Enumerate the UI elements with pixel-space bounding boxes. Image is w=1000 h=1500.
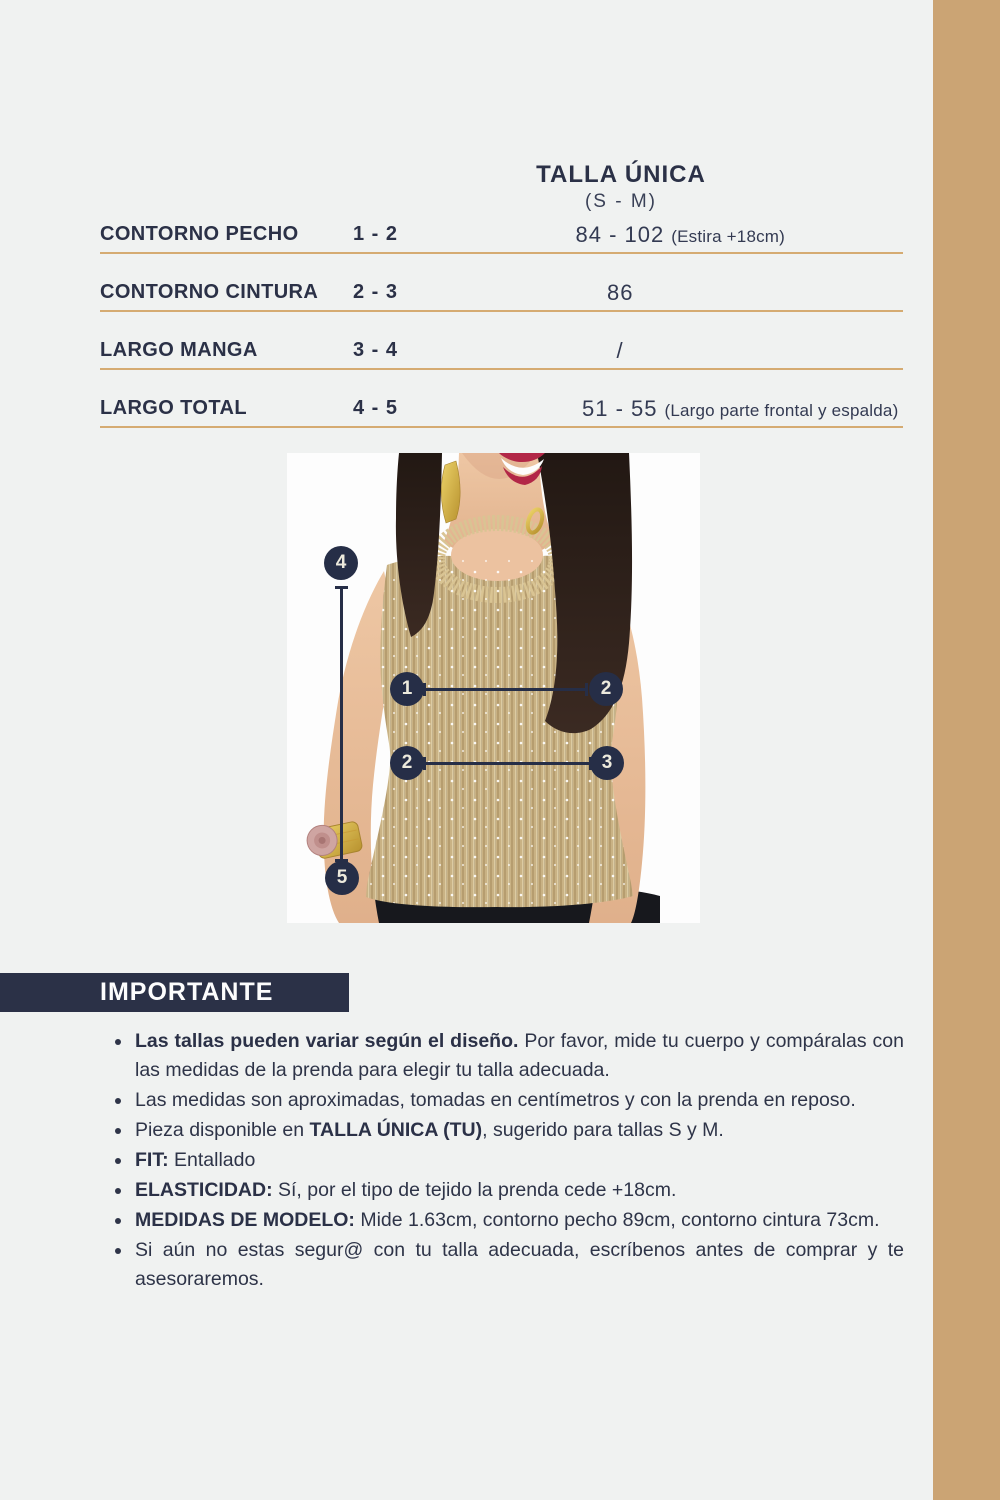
right-accent-stripe (933, 0, 1000, 1500)
table-row-contorno-pecho (100, 218, 903, 254)
marker-1: 1 (390, 672, 424, 706)
row-label: CONTORNO PECHO (100, 223, 299, 245)
row-value-main: 84 - 102 (575, 222, 665, 247)
chest-line-right-cap (585, 683, 588, 696)
important-banner (0, 973, 349, 1012)
row-value-main: 86 (607, 280, 634, 305)
length-measure-line (340, 587, 343, 862)
row-value-note: (Largo parte frontal y espalda) (664, 401, 899, 420)
model-photo (287, 453, 700, 923)
table-row-largo-total (100, 392, 903, 428)
row-value (617, 338, 631, 364)
row-label: LARGO TOTAL (100, 397, 247, 419)
row-label: LARGO MANGA (100, 339, 258, 361)
row-marker-range: 1 - 2 (353, 223, 399, 245)
size-column-subtitle: (S - M) (584, 191, 658, 212)
important-item: Si aún no estas segur@ con tu talla adecuada, escríbenos antes de comprar y te asesoraremos. (100, 1236, 904, 1294)
important-list (100, 1027, 904, 1295)
important-item: ELASTICIDAD: Sí, por el tipo de tejido la prenda cede +18cm. (100, 1176, 904, 1205)
row-marker-range: 4 - 5 (353, 397, 399, 419)
important-title: IMPORTANTE (100, 978, 274, 1006)
row-value-main: / (616, 338, 624, 363)
row-marker-range: 2 - 3 (353, 281, 399, 303)
row-value (576, 222, 786, 248)
marker-3: 3 (590, 746, 624, 780)
row-marker-range: 3 - 4 (353, 339, 399, 361)
table-row-largo-manga (100, 334, 903, 370)
row-value (607, 280, 640, 306)
row-value-main: 51 - 55 (582, 396, 658, 421)
length-line-top-cap (335, 586, 348, 589)
chest-measure-line (423, 688, 588, 691)
row-label: CONTORNO CINTURA (100, 281, 319, 303)
important-item: Pieza disponible en TALLA ÚNICA (TU), sugerido para tallas S y M. (100, 1116, 904, 1145)
important-item: Las medidas son aproximadas, tomadas en centímetros y con la prenda en reposo. (100, 1086, 904, 1115)
important-item: MEDIDAS DE MODELO: Mide 1.63cm, contorno pecho 89cm, contorno cintura 73cm. (100, 1206, 904, 1235)
marker-2-left: 2 (390, 746, 424, 780)
marker-5: 5 (325, 861, 359, 895)
row-value (582, 396, 898, 422)
important-item: Las tallas pueden variar según el diseño. Por favor, mide tu cuerpo y compáralas con las medidas de la prenda para elegir tu talla adecuada. (100, 1027, 904, 1085)
table-row-contorno-cintura (100, 276, 903, 312)
row-value-note: (Estira +18cm) (671, 227, 786, 246)
marker-4: 4 (324, 546, 358, 580)
important-item: FIT: Entallado (100, 1146, 904, 1175)
size-column-title: TALLA ÚNICA (536, 161, 706, 188)
waist-measure-line (423, 762, 592, 765)
marker-2-right: 2 (589, 672, 623, 706)
